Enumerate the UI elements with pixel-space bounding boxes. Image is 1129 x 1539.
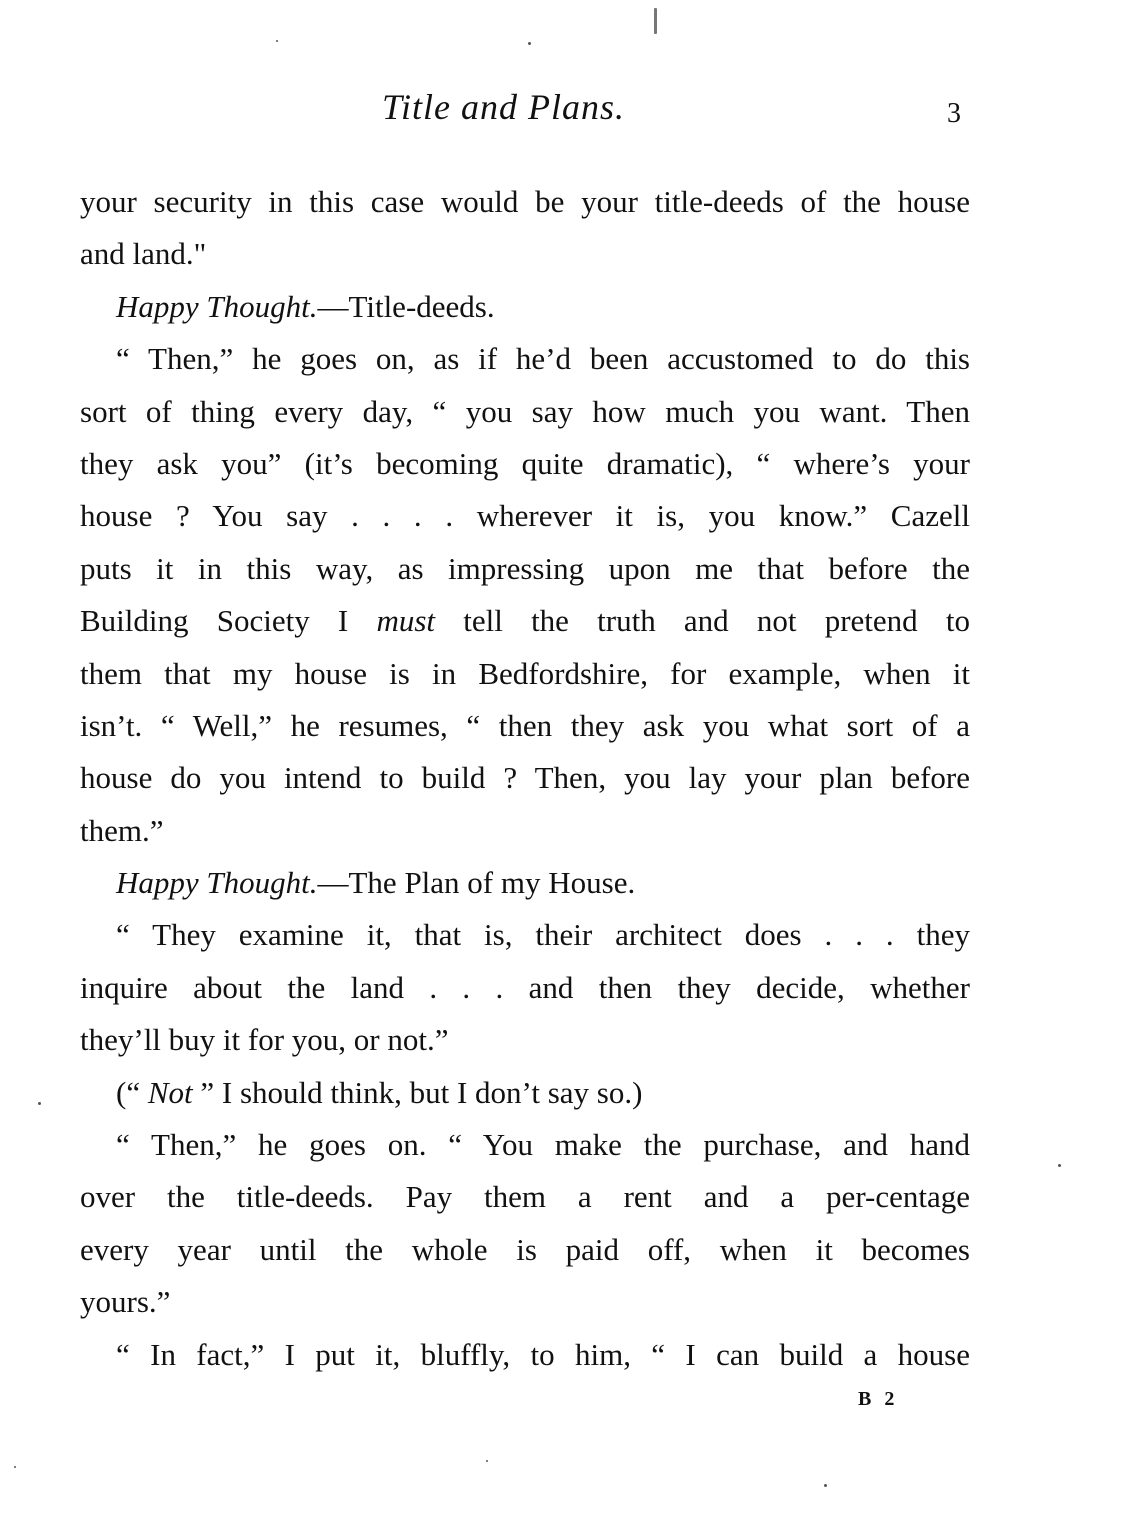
- text-run: house ? You say . . . . wherever it is, you know.” Cazell: [80, 498, 970, 534]
- scan-speck: [824, 1484, 827, 1487]
- text-line: [80, 281, 970, 333]
- text-line: [80, 1171, 970, 1223]
- text-line: [80, 700, 970, 752]
- italic-text: Happy Thought.: [116, 288, 318, 324]
- text-line: [80, 176, 970, 228]
- text-run: they’ll buy it for you, or not.”: [80, 1022, 449, 1058]
- text-line: [80, 333, 970, 385]
- text-run: isn’t. “ Well,” he resumes, “ then they ask you what sort of a: [80, 707, 970, 743]
- text-line: [80, 490, 970, 542]
- text-run: over the title-deeds. Pay them a rent and a per-centage: [80, 1179, 970, 1215]
- text-line: [80, 438, 970, 490]
- text-line: [80, 648, 970, 700]
- text-run: “ Then,” he goes on. “ You make the purchase, and hand: [116, 1127, 970, 1163]
- text-line: [80, 909, 970, 961]
- page-number: 3: [947, 98, 961, 129]
- text-run: tell the truth and not pretend to: [435, 603, 970, 639]
- text-run: puts it in this way, as impressing upon me that before the: [80, 550, 970, 586]
- text-line: [80, 228, 970, 280]
- text-run: “ In fact,” I put it, bluffly, to him, “ I can build a house: [116, 1336, 970, 1372]
- text-line: [80, 752, 970, 804]
- text-run: every year until the whole is paid off, when it becomes: [80, 1231, 970, 1267]
- text-line: [80, 857, 970, 909]
- scan-mark: [654, 8, 657, 34]
- scan-speck: [528, 42, 531, 45]
- italic-text: Not: [147, 1074, 193, 1110]
- text-line: [80, 386, 970, 438]
- text-run: inquire about the land . . . and then they decide, whether: [80, 969, 970, 1005]
- text-run: ” I should think, but I don’t say so.): [192, 1074, 643, 1110]
- text-run: “ They examine it, that is, their architect does . . . they: [116, 917, 970, 953]
- italic-text: Happy Thought.: [116, 865, 318, 901]
- text-line: [80, 1067, 970, 1119]
- text-run: them.”: [80, 812, 164, 848]
- scan-speck: [486, 1460, 488, 1462]
- scan-speck: [1058, 1164, 1061, 1167]
- running-title: Title and Plans.: [382, 87, 626, 127]
- text-run: —Title-deeds.: [317, 288, 495, 324]
- scan-speck: [14, 1466, 16, 1468]
- text-line: [80, 1119, 970, 1171]
- text-run: house do you intend to build ? Then, you lay your plan before: [80, 760, 970, 796]
- text-run: and land.": [80, 236, 207, 272]
- italic-text: must: [376, 603, 436, 639]
- text-line: [80, 1329, 970, 1381]
- text-run: your security in this case would be your title-deeds of the house: [80, 184, 970, 219]
- text-run: them that my house is in Bedfordshire, for example, when it: [80, 655, 970, 691]
- scan-speck: [276, 40, 278, 42]
- text-run: “ Then,” he goes on, as if he’d been accustomed to do this: [116, 341, 970, 377]
- text-run: yours.”: [80, 1284, 171, 1320]
- running-head: [0, 86, 1129, 136]
- body-text: [80, 176, 970, 1381]
- text-run: sort of thing every day, “ you say how much you want. Then: [80, 393, 970, 429]
- text-line: [80, 805, 970, 857]
- text-run: they ask you” (it’s becoming quite dramatic), “ where’s your: [80, 445, 970, 481]
- text-line: [80, 595, 970, 647]
- text-run: (“: [116, 1074, 148, 1110]
- text-run: —The Plan of my House.: [317, 865, 636, 901]
- signature-mark: B 2: [858, 1388, 899, 1410]
- scan-speck: [38, 1102, 41, 1105]
- text-line: [80, 1014, 970, 1066]
- text-line: [80, 962, 970, 1014]
- text-line: [80, 1276, 970, 1328]
- text-line: [80, 1224, 970, 1276]
- text-run: Building Society I: [80, 603, 377, 639]
- text-line: [80, 543, 970, 595]
